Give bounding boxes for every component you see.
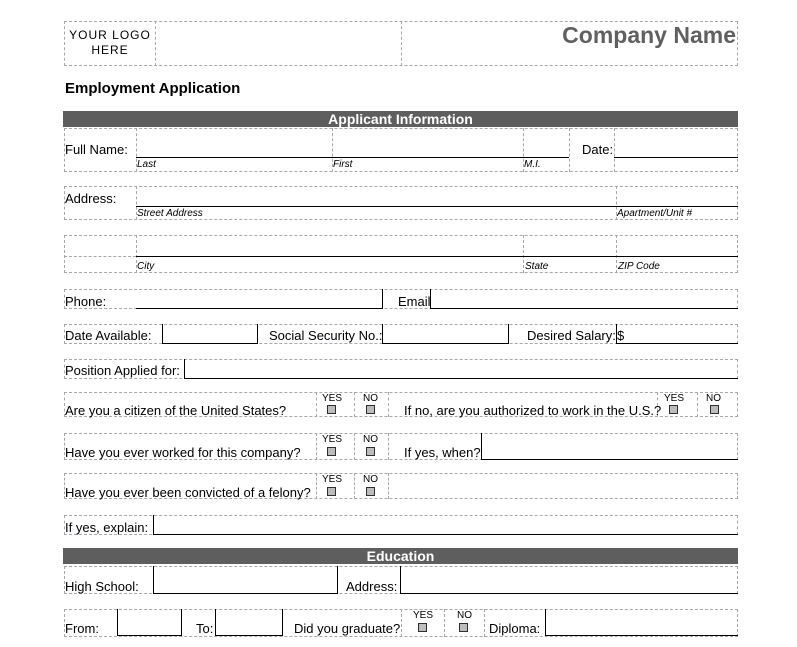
diploma-label: Diploma: — [489, 621, 541, 636]
salary-currency: $ — [617, 328, 625, 343]
explain-field[interactable] — [153, 534, 738, 535]
section-header-applicant: Applicant Information — [63, 111, 738, 127]
graduate-yes-label: YES — [413, 610, 434, 621]
worked-question: Have you ever worked for this company? — [65, 445, 301, 460]
authorized-yes-label: YES — [664, 393, 685, 404]
email-label: Email — [398, 294, 431, 309]
diploma-field[interactable] — [545, 635, 738, 636]
high-school-label: High School: — [65, 579, 139, 594]
state-caption: State — [525, 261, 549, 272]
explain-label: If yes, explain: — [65, 520, 149, 535]
felony-yes-label: YES — [322, 474, 343, 485]
last-name-field[interactable] — [136, 157, 569, 158]
availability-row — [64, 324, 738, 344]
felony-no-label: NO — [363, 474, 378, 485]
authorized-no-label: NO — [706, 393, 721, 404]
ssn-label: Social Security No.: — [269, 328, 383, 343]
logo-placeholder-line2: HERE — [91, 43, 129, 57]
if-yes-when-label: If yes, when? — [404, 445, 481, 460]
full-name-row — [64, 128, 738, 172]
zip-caption: ZIP Code — [618, 261, 660, 272]
date-field[interactable] — [614, 157, 738, 158]
high-school-row — [64, 566, 738, 594]
from-field[interactable] — [117, 635, 181, 636]
date-available-label: Date Available: — [65, 328, 152, 343]
citizen-yes-checkbox[interactable] — [327, 405, 336, 414]
felony-yes-checkbox[interactable] — [327, 487, 336, 496]
worked-no-checkbox[interactable] — [366, 447, 375, 456]
section-header-education: Education — [63, 548, 738, 564]
full-name-label: Full Name: — [65, 142, 128, 157]
authorized-yes-checkbox[interactable] — [669, 405, 678, 414]
citizen-no-checkbox[interactable] — [366, 405, 375, 414]
graduate-no-checkbox[interactable] — [459, 623, 468, 632]
authorized-question: If no, are you authorized to work in the U.S.? — [404, 403, 662, 418]
high-school-field[interactable] — [153, 593, 337, 594]
felony-no-checkbox[interactable] — [366, 487, 375, 496]
date-available-field[interactable] — [162, 343, 257, 344]
company-name: Company Name — [562, 22, 736, 48]
explain-row — [64, 515, 738, 535]
form-title: Employment Application — [65, 80, 241, 97]
to-field[interactable] — [215, 635, 282, 636]
if-yes-when-field[interactable] — [481, 459, 738, 460]
address-label: Address: — [65, 191, 117, 206]
city-field[interactable] — [136, 256, 738, 257]
to-label: To: — [196, 621, 214, 636]
ssn-field[interactable] — [382, 343, 508, 344]
position-label: Position Applied for: — [65, 363, 180, 378]
last-name-caption: Last — [137, 159, 156, 170]
phone-field[interactable] — [136, 308, 382, 309]
citizen-no-label: NO — [363, 393, 378, 404]
logo-placeholder-line1: YOUR LOGO — [69, 28, 151, 42]
school-address-field[interactable] — [400, 593, 738, 594]
graduate-yes-checkbox[interactable] — [418, 623, 427, 632]
worked-yes-checkbox[interactable] — [327, 447, 336, 456]
phone-label: Phone: — [65, 294, 107, 309]
email-field[interactable] — [430, 308, 738, 309]
first-name-caption: First — [333, 159, 353, 170]
graduate-question: Did you graduate? — [294, 621, 401, 636]
citizen-yes-label: YES — [322, 393, 343, 404]
date-label: Date: — [582, 142, 614, 157]
street-address-field[interactable] — [136, 206, 738, 207]
citizen-question: Are you a citizen of the United States? — [65, 403, 287, 418]
from-label: From: — [65, 621, 99, 636]
street-address-caption: Street Address — [137, 208, 203, 219]
position-field[interactable] — [184, 378, 738, 379]
desired-salary-label: Desired Salary: — [527, 328, 616, 343]
graduate-no-label: NO — [457, 610, 472, 621]
worked-no-label: NO — [363, 434, 378, 445]
felony-question: Have you ever been convicted of a felony? — [65, 485, 311, 500]
authorized-no-checkbox[interactable] — [710, 405, 719, 414]
apartment-caption: Apartment/Unit # — [617, 208, 693, 219]
desired-salary-field[interactable] — [616, 343, 738, 344]
city-caption: City — [137, 261, 155, 272]
school-address-label: Address: — [346, 579, 398, 594]
worked-yes-label: YES — [322, 434, 343, 445]
middle-initial-caption: M.I. — [524, 159, 541, 170]
